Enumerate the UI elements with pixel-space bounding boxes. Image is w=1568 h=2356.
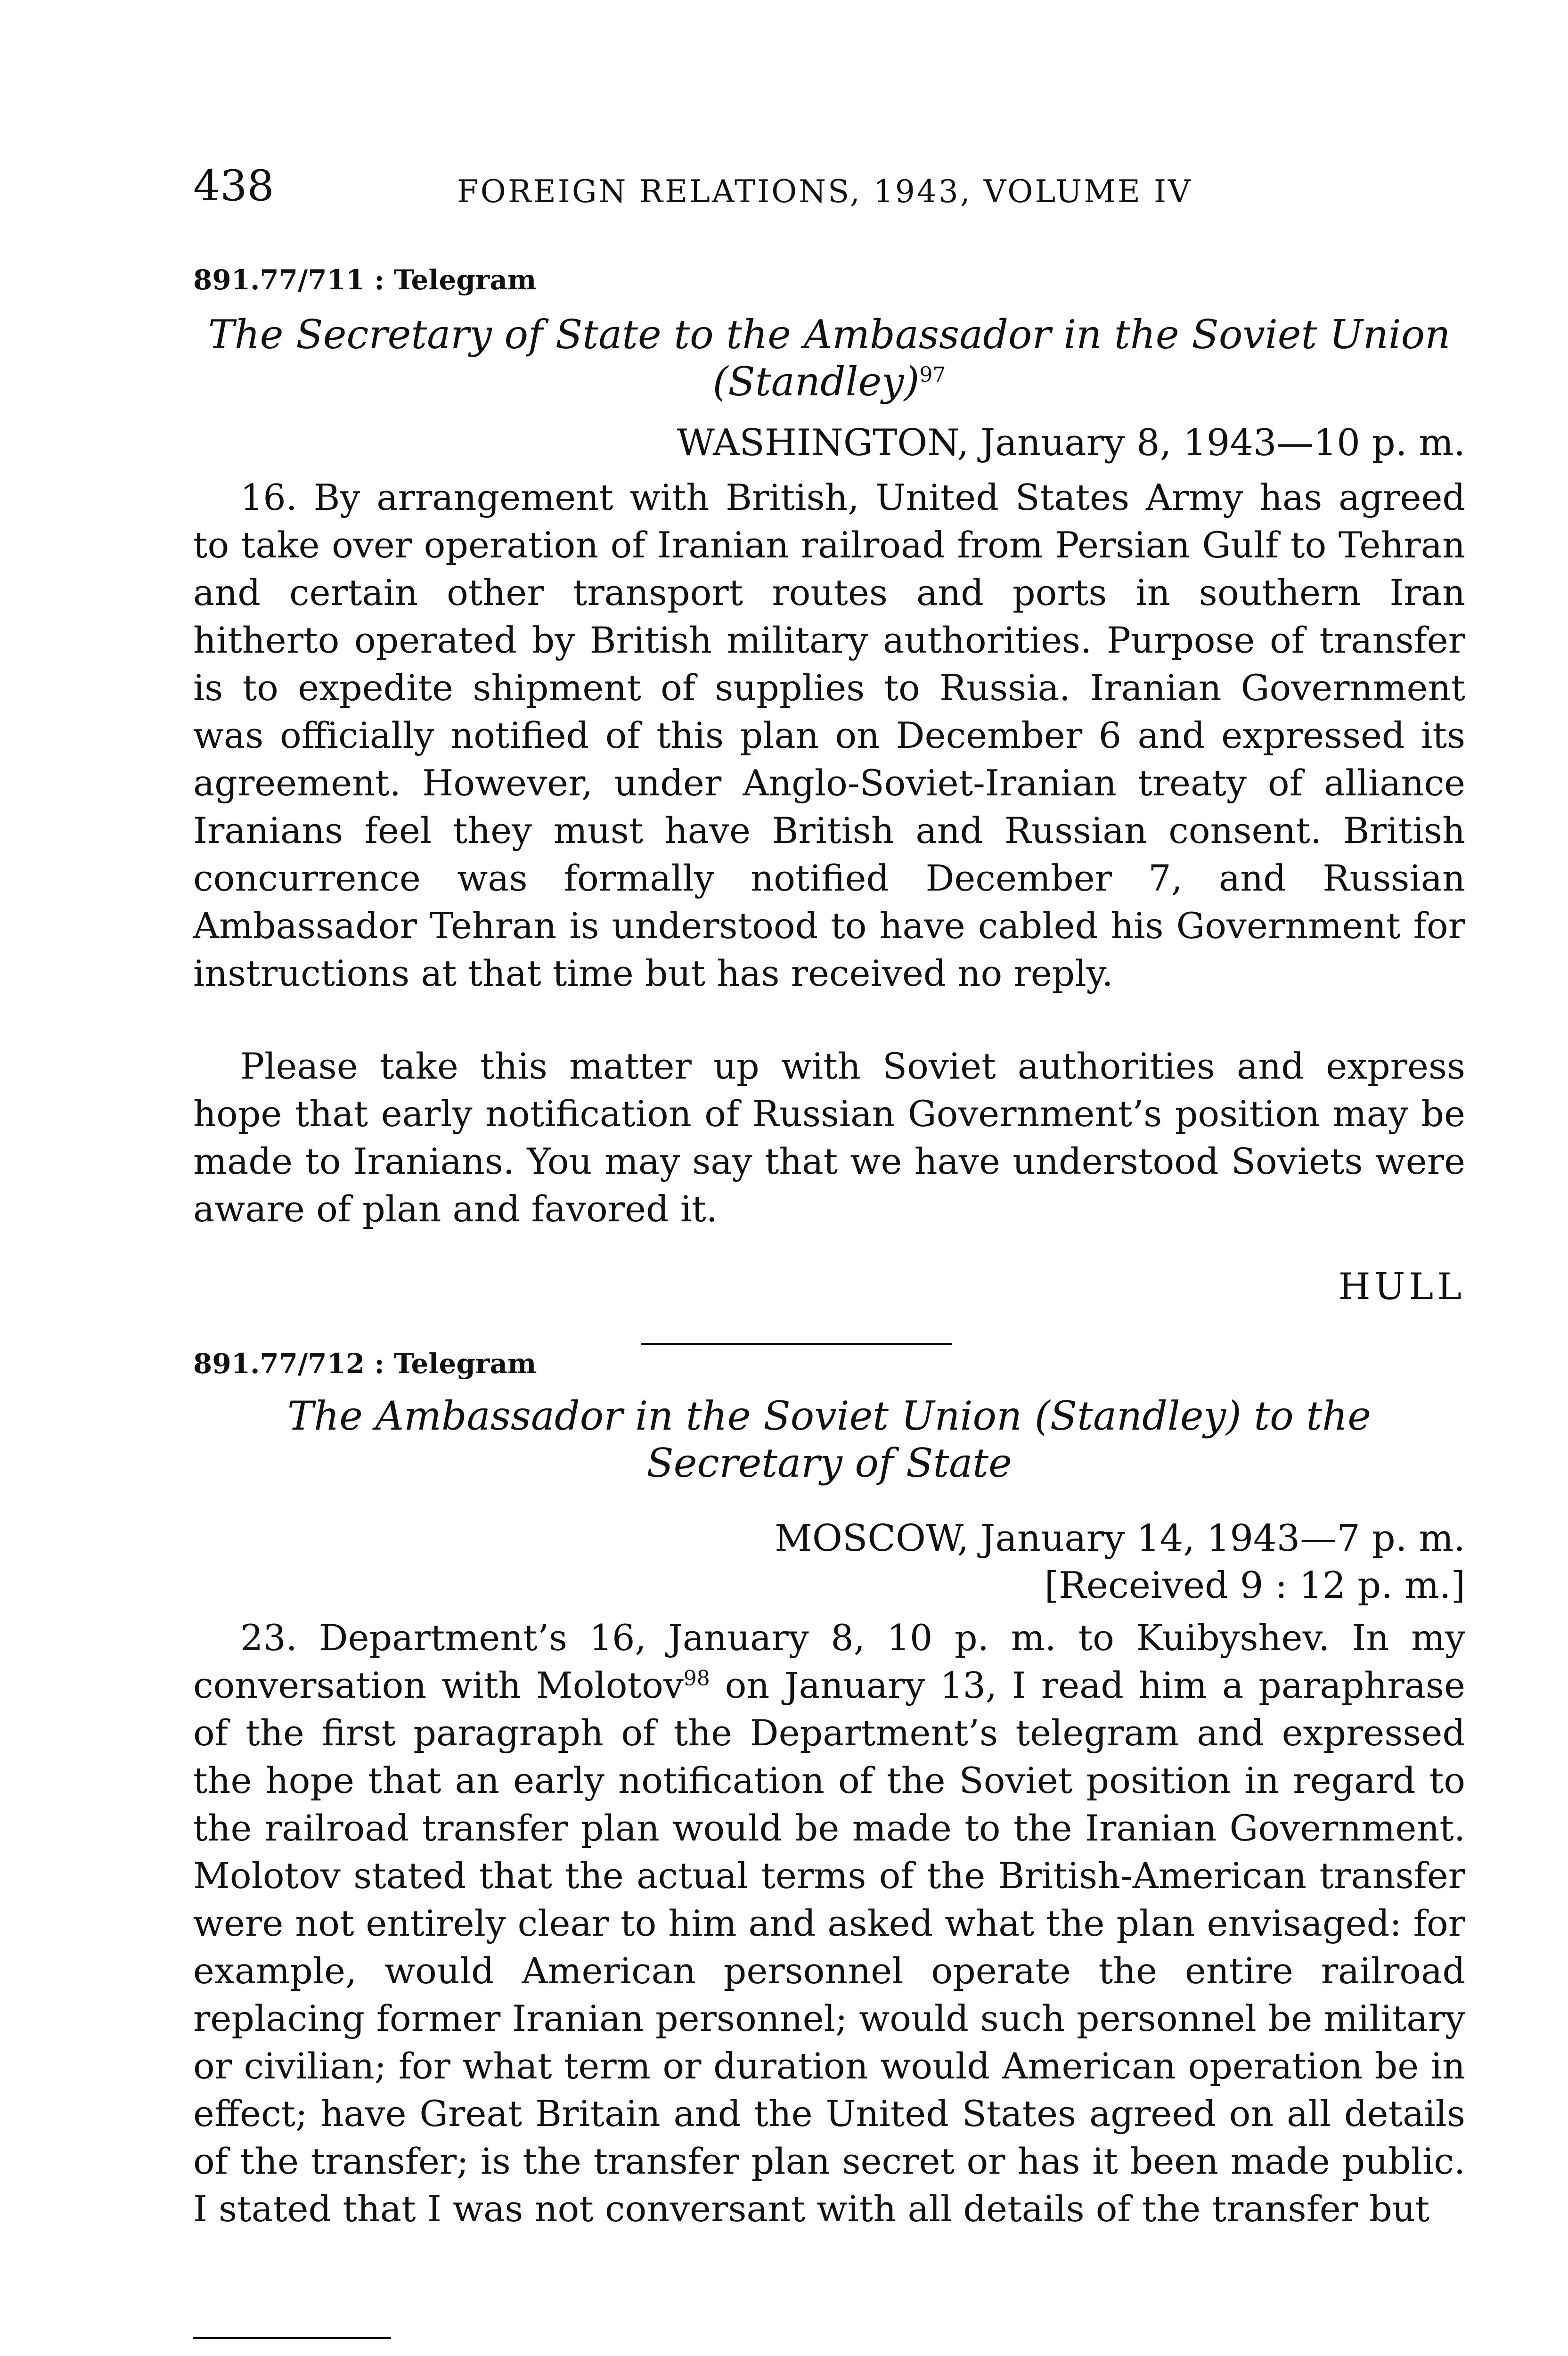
footnote-rule: [193, 2337, 391, 2339]
footnote-reference: 98: [683, 1666, 710, 1691]
dateline: MOSCOW, January 14, 1943—7 p. m.: [775, 1517, 1465, 1560]
page-header: [193, 161, 1465, 221]
dateline: WASHINGTON, January 8, 1943—10 p. m.: [677, 422, 1465, 464]
section-divider: [641, 1343, 952, 1345]
signature: HULL: [1338, 1266, 1465, 1308]
footnote-reference: 97: [919, 363, 946, 387]
body-paragraph: Please take this matter up with Soviet authorities and express hope that early notification of Russian Government’s position may be made to Iranians. You may say that we have understood Soviets were aware of plan and favored it.: [193, 1045, 1465, 1230]
running-head: FOREIGN RELATIONS, 1943, VOLUME IV: [457, 173, 1192, 210]
document-id: 891.77/711 : Telegram: [193, 264, 537, 296]
body-paragraph: 16. By arrangement with British, United States Army has agreed to take over operation of Iranian railroad from Persian Gulf to Tehran and certain other transport routes and ports in southern Iran hitherto operated by British military authorities. Purpose of transfer is to expedite shipment of supplies to Russia. Iranian Government was officially notified of this plan on December 6 and expressed its agreement. However, under Anglo-Soviet-Iranian treaty of alliance Iranians feel they must have British and Russian consent. British concurrence was formally notified December 7, and Russian Ambassador Tehran is understood to have cabled his Government for instructions at that time but has received no reply.: [193, 476, 1465, 994]
document-title: [193, 311, 1465, 405]
page-number: 438: [193, 161, 274, 211]
received-line: [Received 9 : 12 p. m.]: [1044, 1564, 1465, 1607]
paragraph-text: 23. Department’s 16, January 8, 10 p. m. to Kuibyshev. In my conversation with Molotov: [193, 1617, 1465, 1706]
document-id: 891.77/712 : Telegram: [193, 1348, 537, 1380]
title-text: The Secretary of State to the Ambassador in the Soviet Union (Standley): [208, 311, 1451, 405]
document-title: The Ambassador in the Soviet Union (Standley) to the Secretary of State: [287, 1393, 1371, 1486]
body-paragraph: [193, 1614, 1465, 2233]
paragraph-text: on January 13, I read him a paraphrase of the first paragraph of the Department’s telegram and expressed the hope that an early notification of the Soviet position in regard to the railroad transfer plan would be made to the Iranian Government. Molotov stated that the actual terms of the British-American transfer were not entirely clear to him and asked what the plan envisaged: for example, would American personnel operate the entire railroad replacing former Iranian personnel; would such personnel be military or civilian; for what term or duration would American operation be in effect; have Great Britain and the United States agreed on all details of the transfer; is the transfer plan secret or has it been made public. I stated that I was not conversant with all details of the transfer but: [193, 1664, 1465, 2230]
